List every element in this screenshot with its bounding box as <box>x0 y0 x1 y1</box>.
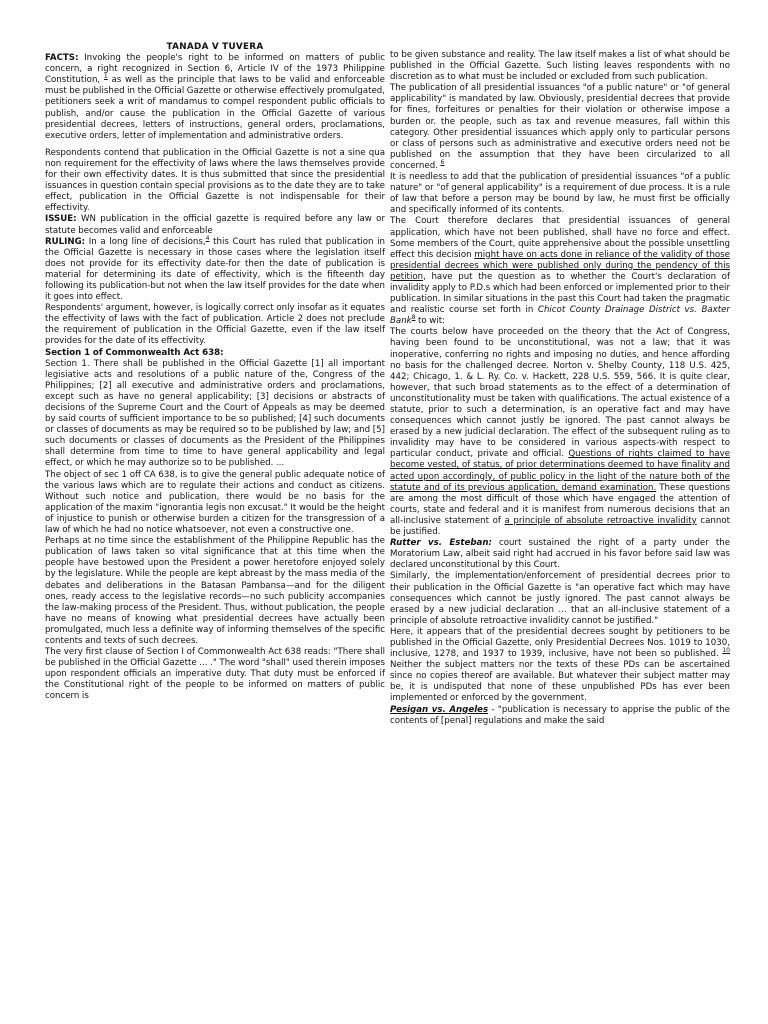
ruling-paragraph: RULING: In a long line of decisions,$^4$ this Court has ruled that publication in the Official Gazette is necessary in those cases where the legislation itself does not provide for its effectivity date-for then the date of publication is material for determining its date of effectivity, which is the fifteenth day following its publication-but not when the law itself provides for the date when it goes into effect. <box>45 234 386 303</box>
object-paragraph: The object of sec 1 off CA 638, is to give the general public adequate notice of the various laws which are to regulate their actions and conduct as citizens. Without such notice and publication, there would be no basis for the application of the maxim "ignorantia legis non excusat." It would be the height of injustice to punish or otherwise burden a citizen for the transgression of a law of which he had no notice whatsoever, not even a constructive one. <box>45 469 385 536</box>
left-column <box>45 42 385 703</box>
issue-label: ISSUE: <box>45 214 77 225</box>
declaration-paragraph: The Court therefore declares that presidential issuances of general application, which have not been published, shall have no force and effect. Some members of the Court, quite apprehensive about the possible unsettling effect this decision might have on acts done in reliance of the validity of those presidential decrees which were published only during the pendency of this petition, have put the question as to whether the Court's declaration of invalidity apply to P.D.s which had been enforced or implemented prior to their publication. In similar situations in the past this Court had taken the pragmatic and realistic course set forth in Chicot County Drainage District vs. Baxter Bank$^8$ to wit: <box>390 216 730 327</box>
underlined-passage: Questions of rights claimed to have become vested, of status, of prior determinations deemed to have finality and acted upon accordingly, of public policy in the light of the nature both of the statute and of its previous application, demand examination. <box>390 449 730 493</box>
case-citation: Chicot County Drainage District vs. Baxter Bank <box>390 305 730 327</box>
footnote-link[interactable]: 4 <box>205 234 210 242</box>
publication-paragraph: The publication of all presidential issuances "of a public nature" or "of general applicability" is mandated by law. Obviously, presidential decrees that provide for fines, forfeitures or penalties for their violation or otherwise impose a burden or. the people, such as tax and revenue measures, fall within this category. Other presidential issuances which apply only to particular persons or class of persons such as administrative and executive orders need not be published on the assumption that they have been circularized to all concerned. $^6$ <box>390 83 730 171</box>
right-column <box>390 50 730 727</box>
section-text: Section 1. There shall be published in the Official Gazette [1] all important legisiative acts and resolutions of a public nature of the, Congress of the Philippines; [2] all executive and administrative orders and proclamations, except such as have no general applicability; [3] decisions or abstracts of decisions of the Supreme Court and the Court of Appeals as may be deemed by said courts of sufficient importance to be so published; [4] such documents or classes of documents as may be required so to be published by law; and [5] such documents or classes of documents as the President of the Philippines shall determine from time to time to have general applicability and legal effect, or which he may authorize so to be published. ... <box>45 358 385 469</box>
similarly-paragraph: Similarly, the implementation/enforcement of presidential decrees prior to their publication in the Official Gazette is "an operative fact which may have consequences which cannot be justly ignored. The past cannot always be erased by a new judicial declaration ... that an all-inclusive statement of a principle of absolute retroactive invalidity cannot be justified." <box>390 571 730 626</box>
respondents-paragraph: Respondents contend that publication in the Official Gazette is not a sine qua non requirement for the effectivity of laws where the laws themselves provide for their own effectivity dates. It is thus submitted that since the presidential issuances in question contain special provisions as to the date they are to take effect, publication in the Official Gazette is not indispensable for their effectivity. <box>45 147 385 214</box>
perhaps-paragraph: Perhaps at no time since the establishment of the Philippine Republic has the publication of laws taken so vital significance that at this time when the people have bestowed upon the President a power heretofore enjoyed solely by the legislature. While the people are kept abreast by the mass media of the debates and deliberations in the Batasan Pambansa—and for the diligent ones, ready access to the legislative records—no such publicity accompanies the law-making process of the President. Thus, without publication, the people have no means of knowing what presidential decrees have actually been promulgated, much less a definite way of informing themselves of the specific contents and texts of such decrees. <box>45 536 385 646</box>
pesigan-paragraph: Pesigan vs. Angeles - "publication is necessary to apprise the public of the contents of [penal] regulations and make the said <box>390 704 730 726</box>
case-title: TANADA V TUVERA <box>166 42 264 52</box>
case-citation: Rutter vs. Esteban: <box>390 538 492 549</box>
underlined-passage: might have on acts done in reliance of the validity of those presidential decrees which were published only during the pendency of this petition <box>390 249 730 282</box>
case-citation: Pesigan vs. Angeles <box>390 704 489 715</box>
footnote-link[interactable]: 8 <box>411 314 416 322</box>
underlined-passage: a principle of absolute retroactive invalidity <box>504 515 697 526</box>
ruling-label: RULING: <box>45 236 86 247</box>
facts-label: FACTS: <box>45 53 79 64</box>
facts-paragraph: FACTS: Invoking the people's right to be informed on matters of public concern, a right recognized in Section 6, Article IV of the 1973 Philippine Constitution, $^1$ as well as the principle that laws to be valid and enforceable must be published in the Official Gazette or otherwise effectively promulgated, petitioners seek a writ of mandamus to compel respondent public officials to publish, and/or cause the publication in the Official Gazette of various presidential decrees, letters of instructions, general orders, proclamations, executive orders, letter of implementation and administrative orders. <box>45 53 385 141</box>
rutter-paragraph: Rutter vs. Esteban: court sustained the right of a party under the Moratorium Law, albeit said right had accrued in his favor before said law was declared unconstitutional by this Court. <box>390 538 730 571</box>
footnote-link[interactable]: 1 <box>103 73 108 81</box>
section-heading: Section 1 of Commonwealth Act 638: <box>45 347 224 358</box>
continuation-paragraph: to be given substance and reality. The law itself makes a list of what should be published in the Official Gazette. Such listing leaves respondents with no discretion as to what must be included or excluded from such publication. <box>390 50 730 83</box>
respondents-argument-paragraph: Respondents' argument, however, is logically correct only insofar as it equates the effectivity of laws with the fact of publication. Article 2 does not preclude the requirement of publication in the Official Gazette, even if the law itself provides for the date of its effectivity. <box>45 303 385 347</box>
due-process-paragraph: It is needless to add that the publication of presidential issuances "of a public nature" or "of general applicability" is a requirement of due process. It is a rule of law that before a person may be bound by law, he must first be officially and specifically informed of its contents. <box>390 172 730 216</box>
footnote-link[interactable]: 6 <box>440 159 445 167</box>
here-paragraph: Here, it appears that of the presidential decrees sought by petitioners to be published in the Official Gazette, only Presidential Decrees Nos. 1019 to 1030, inclusive, 1278, and 1937 to 1939, inclusive, have not been so published. $^{10}$ Neither the subject matters nor the texts of these PDs can be ascertained since no copies thereof are available. But whatever their subject matter may be, it is undisputed that none of these unpublished PDs has ever been implemented or enforced by the government. <box>390 626 730 704</box>
courts-below-paragraph: The courts below have proceeded on the theory that the Act of Congress, having been found to be unconstitutional, was not a law; that it was inoperative, conferring no rights and imposing no duties, and hence affording no basis for the challenged decree. Norton v. Shelby County, 118 U.S. 425, 442; Chicago, 1. & L. Ry. Co. v. Hackett, 228 U.S. 559, 566. It is quite clear, however, that such broad statements as to the effect of a determination of unconstitutionality must be taken with qualifications. The actual existence of a statute, prior to such a determination, is an operative fact and may have consequences which cannot justly be ignored. The past cannot always be erased by a new judicial declaration. The effect of the subsequent ruling as to invalidity may have to be considered in various aspects-with respect to particular conduct, private and official. Questions of rights claimed to have become vested, of status, of prior determinations deemed to have finality and acted upon accordingly, of public policy in the light of the nature both of the statute and of its previous application, demand examination. These questions are among the most difficult of those which have engaged the attention of courts, state and federal and it is manifest from numerous decisions that an all-inclusive statement of a principle of absolute retroactive invalidity cannot be justified. <box>390 327 730 538</box>
footnote-link[interactable]: 10 <box>722 647 730 655</box>
issue-paragraph: ISSUE: WN publication in the official gazette is required before any law or statute becomes valid and enforceable <box>45 214 385 236</box>
first-clause-paragraph: The very first clause of Section I of Commonwealth Act 638 reads: "There shall be published in the Official Gazette ... ." The word "shall" used therein imposes upon respondent officials an imperative duty. That duty must be enforced if the Constitutional right of the people to be informed on matters of public concern is <box>45 647 385 702</box>
